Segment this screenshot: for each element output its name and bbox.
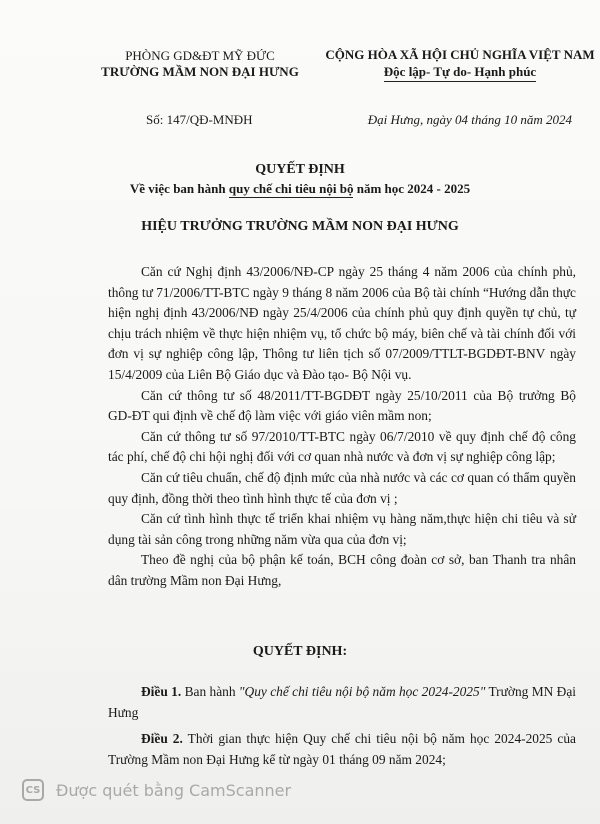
document-title: QUYẾT ĐỊNH bbox=[255, 162, 345, 177]
document-subtitle bbox=[0, 181, 600, 198]
article-label: Điều 1. bbox=[141, 684, 182, 699]
subtitle-suffix: năm học 2024 - 2025 bbox=[353, 181, 471, 196]
camscanner-watermark bbox=[22, 778, 291, 802]
paragraph: Căn cứ thông tư số 48/2011/TT-BGDĐT ngày 25/10/2011 của Bộ trưởng Bộ GD-ĐT qui định về chế độ làm việc với giáo viên mầm non; bbox=[108, 387, 576, 424]
paragraph: Theo đề nghị của bộ phận kế toán, BCH công đoàn cơ sở, ban Thanh tra nhân dân trường Mầm non Đại Hưng, bbox=[108, 552, 576, 588]
article-2 bbox=[108, 729, 576, 770]
subtitle-prefix: Về việc ban hành bbox=[129, 181, 229, 196]
camscanner-logo-icon: CS bbox=[22, 779, 44, 801]
date-line: Đại Hưng, ngày 04 tháng 10 năm 2024 bbox=[367, 112, 572, 127]
article-text-after: Trường MN Đại Hưng bbox=[108, 684, 576, 720]
principal-heading: HIỆU TRƯỞNG TRƯỜNG MẦM NON ĐẠI HƯNG bbox=[141, 219, 459, 234]
paragraph: Căn cứ Nghị định 43/2006/NĐ-CP ngày 25 tháng 4 năm 2006 của chính phủ, thông tư 71/2006/TT-BTC ngày 9 tháng 8 năm 2006 của Bộ tài chính “Hướng dẫn thực hiện nghị định 43/2006/NĐ ngày 25/4/2006 của chính phủ quy định quyền tự chủ, tự chịu trách nhiệm về thực hiện nhiệm vụ, tổ chức bộ máy, biên chế và tài chính đối với đơn vị sự nghiệp công lập, Thông tư liên tịch số 07/2009/TTLT-BGDĐT-BNV ngày 15/4/2009 của Liên Bộ Giáo dục và Đào tạo- Bộ Nội vụ. bbox=[108, 264, 576, 382]
article-quote: "Quy chế chi tiêu nội bộ năm học 2024-2025" bbox=[238, 684, 486, 699]
national-motto: Độc lập- Tự do- Hạnh phúc bbox=[384, 63, 536, 82]
department-name: PHÒNG GD&ĐT MỸ ĐỨC bbox=[125, 48, 275, 63]
article-text: Thời gian thực hiện Quy chế chi tiêu nội bộ năm học 2024-2025 của Trường Mầm non Đại Hưng kể từ ngày 01 tháng 09 năm 2024; bbox=[108, 731, 576, 767]
school-name: TRƯỜNG MẦM NON ĐẠI HƯNG bbox=[101, 64, 299, 79]
paragraph: Căn cứ tình hình thực tế triển khai nhiệm vụ hàng năm,thực hiện chi tiêu và sử dụng tài sản công trong những năm vừa qua của đơn vị; bbox=[108, 511, 576, 547]
article-text: Ban hành bbox=[181, 684, 239, 699]
country-name: CỘNG HÒA XÃ HỘI CHỦ NGHĨA VIỆT NAM bbox=[325, 47, 595, 62]
decision-heading: QUYẾT ĐỊNH: bbox=[252, 644, 348, 659]
issuing-office-header bbox=[100, 48, 300, 80]
watermark-text: Được quét bằng CamScanner bbox=[56, 780, 292, 800]
paragraph: Căn cứ thông tư số 97/2010/TT-BTC ngày 06/7/2010 về quy định chế độ công tác phí, chế độ chi hội nghị đối với cơ quan nhà nước và đơn vị sự nghiệp công lập; bbox=[108, 428, 576, 465]
subtitle-underlined: quy chế chi tiêu nội bộ bbox=[228, 181, 354, 196]
document-number: Số: 147/QĐ-MNĐH bbox=[146, 112, 253, 127]
article-1 bbox=[108, 682, 576, 723]
legal-basis-section bbox=[108, 262, 576, 592]
article-label: Điều 2. bbox=[141, 731, 183, 747]
national-header bbox=[325, 46, 595, 82]
paragraph: Căn cứ tiêu chuẩn, chế độ định mức của nhà nước và các cơ quan có thẩm quyền quy định, đồng thời theo tình hình thực tế của đơn vị ; bbox=[108, 469, 576, 506]
articles-section bbox=[108, 682, 576, 776]
